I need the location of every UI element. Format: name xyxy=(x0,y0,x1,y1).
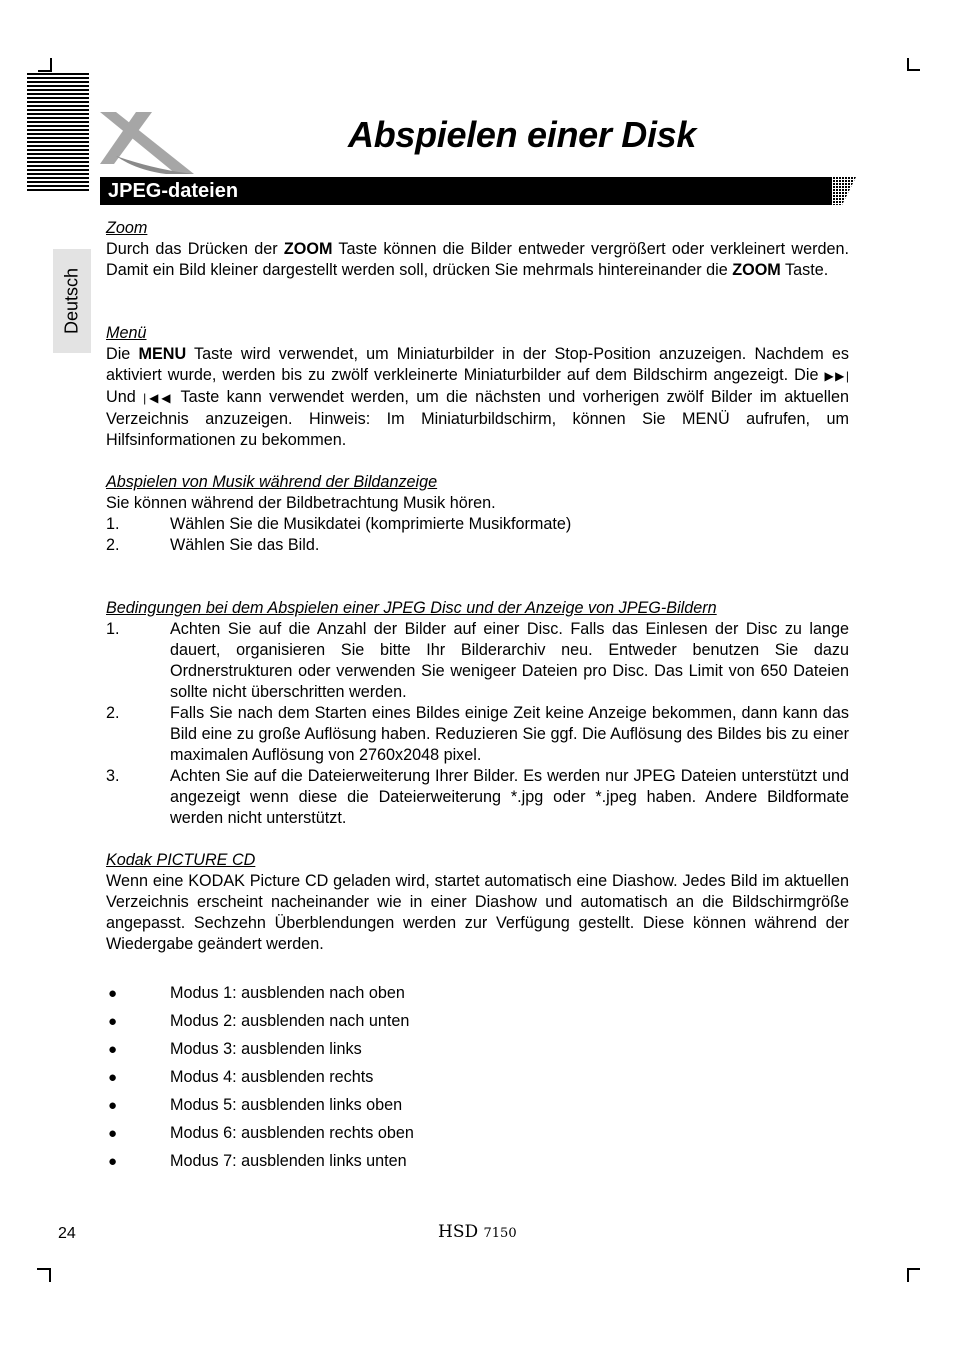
crop-mark-bottom-right-v xyxy=(907,1268,909,1282)
kodak-paragraph: Wenn eine KODAK Picture CD geladen wird, startet automatisch eine Diashow. Jedes Bild im aktuellen Verzeichnis erscheint nacheinander wie in einer Diashow und automatisch an die Bildschirmgröße angepasst. Sechzehn Überblendungen werden zur Verfügung gestellt. Diese können während der Wiedergabe geändert werden. xyxy=(106,872,849,953)
bullet-icon: ● xyxy=(108,1096,118,1114)
list-item: ● Modus 1: ausblenden nach oben xyxy=(108,983,405,1002)
list-item: 3. Achten Sie auf die Dateierweiterung Ihrer Bilder. Es werden nur JPEG Dateien unterstützt und angezeigt wenn diese die Dateierweiterung *.jpg oder *.jpeg haben. Andere Bildformate werden nicht unterstützt. xyxy=(106,767,849,827)
zoom-heading: Zoom xyxy=(106,219,148,237)
footer-brand xyxy=(438,1222,517,1242)
model-number: 7150 xyxy=(483,1226,517,1241)
crop-mark-bottom-left-v xyxy=(49,1268,51,1282)
music-steps xyxy=(106,514,849,556)
x-logo-icon xyxy=(96,108,196,176)
bullet-icon: ● xyxy=(108,1124,118,1142)
crop-mark-top-right-h xyxy=(907,69,920,71)
brand-name: HSD xyxy=(438,1222,479,1242)
previous-icon: |◀◀ xyxy=(143,391,174,405)
page-title: Abspielen einer Disk xyxy=(348,114,697,155)
conditions-heading: Bedingungen bei dem Abspielen einer JPEG Disc und der Anzeige von JPEG-Bildern xyxy=(106,599,717,617)
transition-modes-list xyxy=(106,979,849,1175)
next-icon: ▶▶| xyxy=(824,369,849,383)
list-item: ● Modus 4: ausblenden rechts xyxy=(108,1067,374,1086)
list-item: ● Modus 7: ausblenden links unten xyxy=(108,1151,407,1170)
music-heading: Abspielen von Musik während der Bildanzeige xyxy=(106,473,438,491)
menu-heading: Menü xyxy=(106,324,147,342)
conditions-list xyxy=(106,619,849,829)
list-item: ● Modus 3: ausblenden links xyxy=(108,1039,362,1058)
zoom-paragraph: Durch das Drücken der ZOOM Taste können die Bilder entweder vergrößert oder verkleinert werden. Damit ein Bild kleiner dargestellt werden soll, drücken Sie mehrmals hintereinander die ZOOM Taste. xyxy=(106,240,849,279)
section-bar-dot-pattern xyxy=(818,177,856,205)
bullet-icon: ● xyxy=(108,1152,118,1170)
list-item: ● Modus 2: ausblenden nach unten xyxy=(108,1011,410,1030)
page-number: 24 xyxy=(58,1225,76,1242)
bullet-icon: ● xyxy=(108,1040,118,1058)
bullet-icon: ● xyxy=(108,984,118,1002)
language-side-tab xyxy=(53,249,91,353)
section-header xyxy=(100,177,832,205)
kodak-heading: Kodak PICTURE CD xyxy=(106,851,256,869)
menu-paragraph: Die MENU Taste wird verwendet, um Miniaturbilder in der Stop-Position anzuzeigen. Nachdem es aktiviert wurde, werden bis zu zwölf verkleinerte Miniaturbilder auf dem Bildschirm angezeigt. Die ▶▶| Und |◀◀ Taste kann verwendet werden, um die nächsten und vorherigen zwölf Bilder im aktuellen Verzeichnis anzuzeigen. Hinweis: Im Miniaturbildschirm, können Sie MENÜ aufrufen, um Hilfsinformationen zu bekommen. xyxy=(106,345,849,449)
crop-mark-top-left-v xyxy=(50,58,52,72)
section-header-label: JPEG-dateien xyxy=(108,180,239,202)
music-intro: Sie können während der Bildbetrachtung Musik hören. xyxy=(106,494,496,512)
bullet-icon: ● xyxy=(108,1012,118,1030)
bullet-icon: ● xyxy=(108,1068,118,1086)
list-item: 2. Falls Sie nach dem Starten eines Bildes einige Zeit keine Anzeige bekommen, dann kann das Bild eine zu große Auflösung haben. Reduzieren Sie ggf. Die Auflösung des Bildes bis zu einer maximalen Auflösung von 2760x2048 pixel. xyxy=(106,704,849,764)
page-content xyxy=(106,218,849,1175)
header-stripes xyxy=(27,73,89,193)
list-item: ● Modus 6: ausblenden rechts oben xyxy=(108,1123,414,1142)
list-item: 2. Wählen Sie das Bild. xyxy=(106,536,320,554)
list-item: ● Modus 5: ausblenden links oben xyxy=(108,1095,403,1114)
language-label: Deutsch xyxy=(61,267,82,335)
list-item: 1. Achten Sie auf die Anzahl der Bilder auf einer Disc. Falls das Einlesen der Disc zu lange dauert, organisieren Sie bitte Ihr Bilderarchiv neu. Entweder benutzen Sie dazu Ordnerstrukturen oder verwenden Sie wenigeer Dateien pro Disc. Das Limit von 650 Dateien sollte nicht überschritten werden. xyxy=(106,620,849,701)
list-item: 1. Wählen Sie die Musikdatei (komprimierte Musikformate) xyxy=(106,515,572,533)
